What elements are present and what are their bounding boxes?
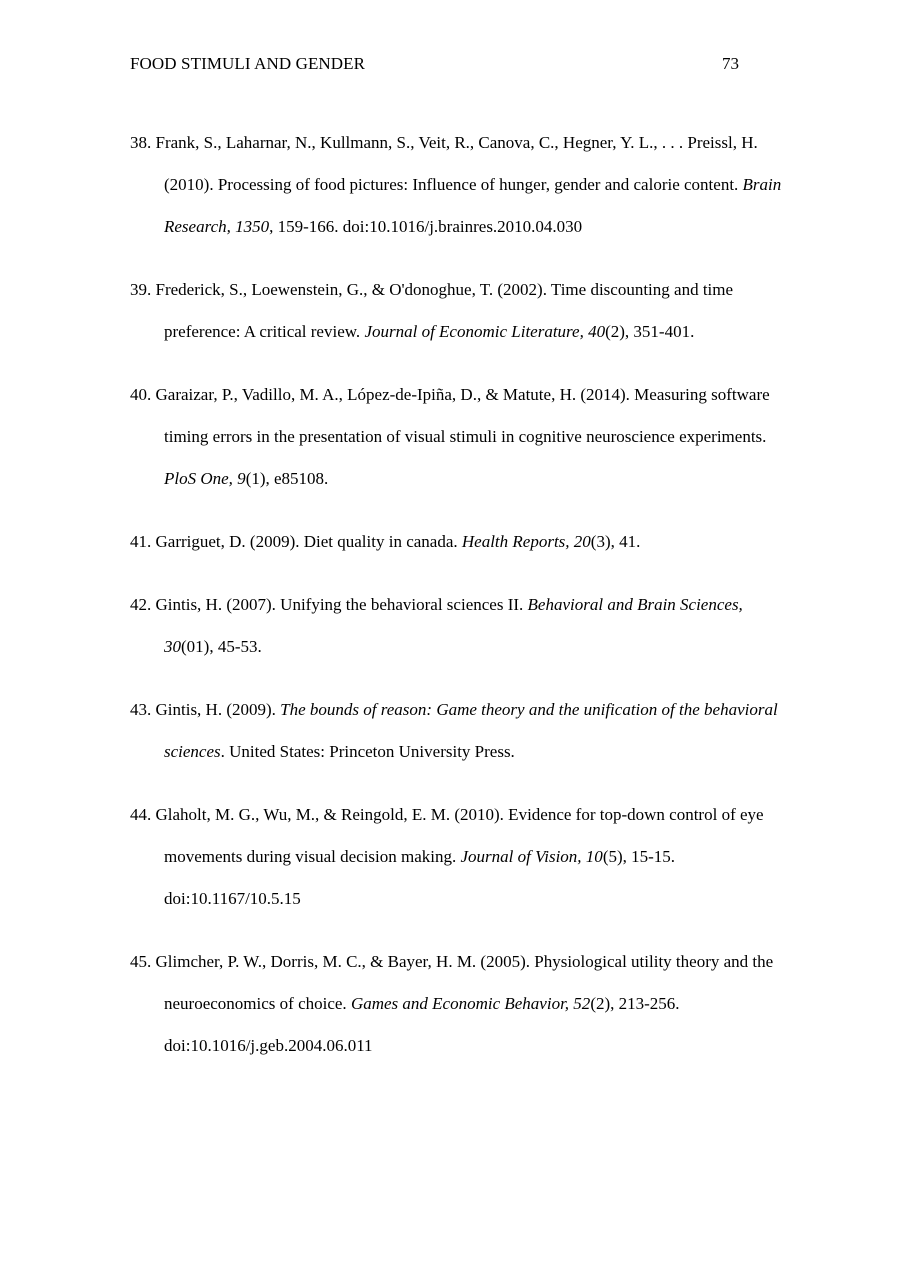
- reference-entry: [130, 794, 794, 920]
- reference-details: (2), 351-401.: [605, 322, 695, 341]
- reference-text: Garaizar, P., Vadillo, M. A., López-de-Ipiña, D., & Matute, H. (2014). Measuring software timing errors in the presentation of visual stimuli in cognitive neuroscience experiments.: [155, 385, 770, 446]
- reference-number: 38.: [130, 133, 152, 152]
- reference-text: Frederick, S., Loewenstein, G., & O'donoghue, T. (2002). Time discounting and time preference: A critical review.: [155, 280, 734, 341]
- reference-number: 41.: [130, 532, 152, 551]
- reference-entry: [130, 521, 794, 563]
- reference-entry: [130, 689, 794, 773]
- reference-source: The bounds of reason: Game theory and the unification of the behavioral sciences: [164, 700, 778, 761]
- reference-source: Journal of Vision, 10: [460, 847, 603, 866]
- reference-list: [130, 122, 794, 1088]
- reference-details: (1), e85108.: [245, 469, 329, 488]
- reference-entry: [130, 941, 794, 1067]
- reference-details: . United States: Princeton University Press.: [220, 742, 515, 761]
- reference-details: (2), 213-256. doi:10.1016/j.geb.2004.06.011: [164, 994, 680, 1055]
- reference-text: Glaholt, M. G., Wu, M., & Reingold, E. M. (2010). Evidence for top-down control of eye movements during visual decision making.: [155, 805, 764, 866]
- reference-details: (5), 15-15. doi:10.1167/10.5.15: [164, 847, 676, 908]
- reference-details: , 159-166. doi:10.1016/j.brainres.2010.04.030: [269, 217, 583, 236]
- reference-text: Gintis, H. (2009).: [155, 700, 281, 719]
- reference-text: Glimcher, P. W., Dorris, M. C., & Bayer, H. M. (2005). Physiological utility theory and the neuroeconomics of choice.: [155, 952, 774, 1013]
- reference-source: Games and Economic Behavior, 52: [350, 994, 591, 1013]
- reference-source: Journal of Economic Literature, 40: [364, 322, 606, 341]
- reference-number: 39.: [130, 280, 152, 299]
- reference-entry: [130, 269, 794, 353]
- reference-source: Health Reports, 20: [461, 532, 591, 551]
- reference-source: PloS One, 9: [164, 469, 246, 488]
- reference-number: 44.: [130, 805, 152, 824]
- reference-text: Garriguet, D. (2009). Diet quality in canada.: [155, 532, 462, 551]
- reference-source: Brain Research, 1350: [164, 175, 782, 236]
- reference-number: 42.: [130, 595, 152, 614]
- reference-details: (3), 41.: [590, 532, 641, 551]
- reference-number: 40.: [130, 385, 152, 404]
- reference-entry: [130, 122, 794, 248]
- page-number: 73: [722, 54, 739, 73]
- running-head: FOOD STIMULI AND GENDER: [130, 54, 366, 73]
- reference-entry: [130, 374, 794, 500]
- reference-text: Gintis, H. (2007). Unifying the behavioral sciences II.: [155, 595, 528, 614]
- reference-source: Behavioral and Brain Sciences, 30: [164, 595, 743, 656]
- reference-details: (01), 45-53.: [181, 637, 262, 656]
- reference-number: 43.: [130, 700, 152, 719]
- reference-number: 45.: [130, 952, 152, 971]
- reference-entry: [130, 584, 794, 668]
- reference-text: Frank, S., Laharnar, N., Kullmann, S., Veit, R., Canova, C., Hegner, Y. L., . . . Preissl, H. (2010). Processing of food pictures: Influence of hunger, gender and calorie content.: [155, 133, 758, 194]
